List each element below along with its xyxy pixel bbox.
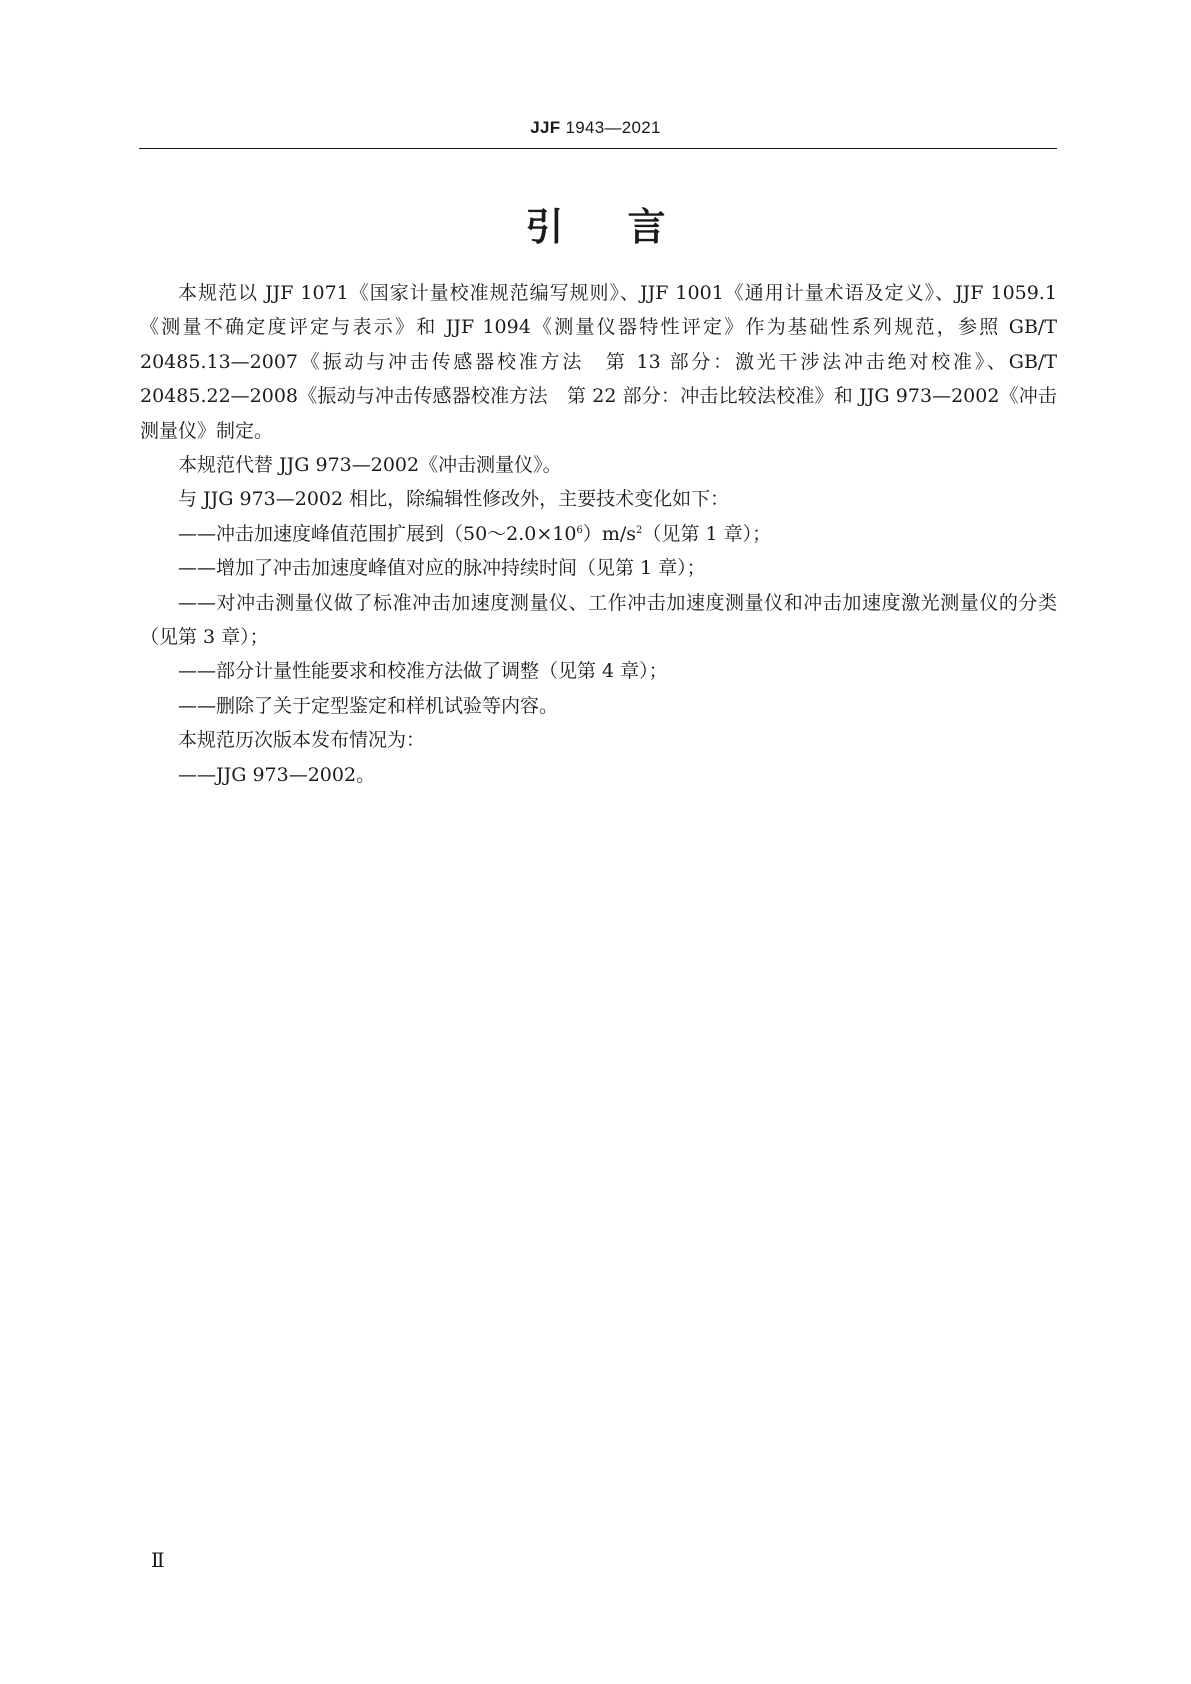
history-item: ——JJG 973—2002。 <box>178 763 376 786</box>
change-item-2: ——增加了冲击加速度峰值对应的脉冲持续时间（见第 1 章）； <box>178 557 706 580</box>
document-code-prefix: JJF <box>530 118 561 137</box>
change-item-4: ——部分计量性能要求和校准方法做了调整（见第 4 章）； <box>178 660 668 683</box>
exponent-two: 2 <box>636 524 643 536</box>
change-item-1-post: （见第 1 章）； <box>642 522 772 545</box>
header-rule <box>139 148 1057 149</box>
change-item-1-pre: ——冲击加速度峰值范围扩展到（50～2.0×10 <box>178 522 577 545</box>
body-text <box>140 276 1057 792</box>
change-item-1-mid: ）m/s <box>582 522 637 545</box>
changes-intro: 与 JJG 973—2002 相比，除编辑性修改外，主要技术变化如下： <box>178 488 730 511</box>
document-code <box>0 118 1191 138</box>
change-item-1 <box>140 517 1057 551</box>
replacement-paragraph: 本规范代替 JJG 973—2002《冲击测量仪》。 <box>178 454 562 477</box>
intro-paragraph: 本规范以 JJF 1071《国家计量校准规范编写规则》、JJF 1001《通用计量术语及定义》、JJF 1059.1《测量不确定度评定与表示》和 JJF 1094《测量仪器特性评定》作为基础性系列规范，参照 GB/T 20485.13—2007《振动与冲击传感器校准方法 第 13 部分：激光干涉法冲击绝对校准》、GB/T 20485.22—2008《振动与冲击传感器校准方法 第 22 部分：冲击比较法校准》和 JJG 973—2002《冲击测量仪》制定。 <box>140 282 1057 442</box>
history-intro: 本规范历次版本发布情况为： <box>178 729 426 752</box>
page-number: Ⅱ <box>151 1548 165 1572</box>
exponent-six: 6 <box>576 524 583 536</box>
document-code-number: 1943—2021 <box>565 118 661 137</box>
change-item-3: ——对冲击测量仪做了标准冲击加速度测量仪、工作冲击加速度测量仪和冲击加速度激光测量仪的分类（见第 3 章）； <box>140 591 1057 649</box>
change-item-5: ——删除了关于定型鉴定和样机试验等内容。 <box>178 694 559 717</box>
page-title: 引言 <box>525 205 730 249</box>
